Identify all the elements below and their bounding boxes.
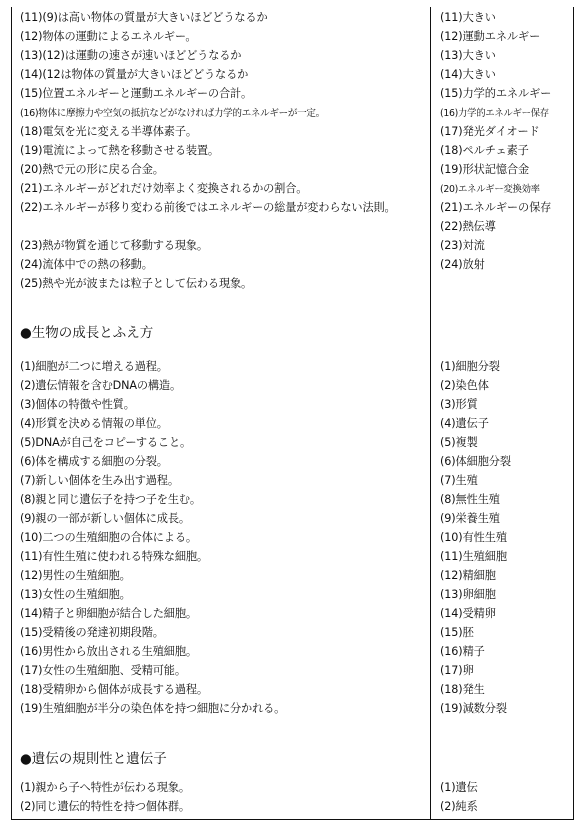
question-row: (22)エネルギーが移り変わる前後ではエネルギーの総量が変わらない法則。 [20,201,396,214]
answer-row: (19)形状記憶合金 [440,163,530,176]
answer-row: (2)染色体 [440,379,489,392]
question-row: (15)受精後の発達初期段階。 [20,626,164,639]
question-row: (20)熱で元の形に戻る合金。 [20,163,164,176]
question-row: (16)男性から放出される生殖細胞。 [20,645,197,658]
answer-row: (1)細胞分裂 [440,360,500,373]
answer-row: (8)無性生殖 [440,493,500,506]
answer-row: (10)有性生殖 [440,531,507,544]
question-row: (3)個体の特徴や性質。 [20,398,135,411]
question-row: (1)細胞が二つに増える過程。 [20,360,168,373]
question-row: (25)熱や光が波または粒子として伝わる現象。 [20,277,253,290]
answer-row: (12)精細胞 [440,569,496,582]
question-row: (14)(12は物体の質量が大きいほどどうなるか [20,68,249,81]
answer-row: (18)発生 [440,683,485,696]
question-row: (21)エネルギーがどれだけ効率よく変換されるかの割合。 [20,182,308,195]
question-row: (24)流体中での熱の移動。 [20,258,153,271]
question-row: (9)親の一部が新しい個体に成長。 [20,512,190,525]
answer-row: (7)生殖 [440,474,478,487]
answer-row: (17)卵 [440,664,474,677]
question-row: (13)(12)は運動の速さが速いほどどうなるか [20,49,242,62]
answer-row: (14)受精卵 [440,607,496,620]
answer-row: (4)遺伝子 [440,417,489,430]
answer-row: (2)純系 [440,800,478,813]
answer-row: (1)遺伝 [440,781,478,794]
question-row: (11)有性生殖に使われる特殊な細胞。 [20,550,208,563]
question-row: (19)電流によって熱を移動させる装置。 [20,144,219,157]
answer-row: (15)胚 [440,626,474,639]
answer-row: (5)複製 [440,436,478,449]
answer-row: (16)力学的エネルギー保存 [440,108,549,119]
answer-row: (14)大きい [440,68,496,81]
answer-row: (21)エネルギーの保存 [440,201,552,214]
answer-row: (23)対流 [440,239,485,252]
question-row: (12)男性の生殖細胞。 [20,569,131,582]
question-row: (18)電気を光に変える半導体素子。 [20,125,197,138]
question-row: (15)位置エネルギーと運動エネルギーの合計。 [20,87,253,100]
answer-row: (13)卵細胞 [440,588,496,601]
answer-row: (24)放射 [440,258,485,271]
section-heading: ●生物の成長とふえ方 [20,325,154,341]
question-row: (10)二つの生殖細胞の合体による。 [20,531,197,544]
answer-row: (18)ペルチェ素子 [440,144,529,157]
answer-row: (17)発光ダイオード [440,125,540,138]
question-row: (4)形質を決める情報の単位。 [20,417,168,430]
answer-row: (16)精子 [440,645,485,658]
question-row: (11)(9)は高い物体の質量が大きいほどどうなるか [20,11,268,24]
question-row: (13)女性の生殖細胞。 [20,588,131,601]
question-row: (1)親から子へ特性が伝わる現象。 [20,781,190,794]
answer-row: (3)形質 [440,398,478,411]
answer-row: (6)体細胞分裂 [440,455,511,468]
question-row: (16)物体に摩擦力や空気の抵抗などがなければ力学的エネルギーが一定。 [20,108,325,119]
question-row: (19)生殖細胞が半分の染色体を持つ細胞に分かれる。 [20,702,286,715]
answer-row: (11)大きい [440,11,496,24]
answer-row: (9)栄養生殖 [440,512,500,525]
answer-row: (13)大きい [440,49,496,62]
answer-row: (15)力学的エネルギー [440,87,552,100]
question-row: (7)新しい個体を生み出す過程。 [20,474,179,487]
answer-row: (22)熱伝導 [440,220,496,233]
answer-row: (11)生殖細胞 [440,550,507,563]
question-row: (18)受精卵から個体が成長する過程。 [20,683,208,696]
question-row: (23)熱が物質を通じて移動する現象。 [20,239,208,252]
column-divider [430,7,431,819]
question-row: (2)遺伝情報を含むDNAの構造。 [20,379,181,392]
question-row: (2)同じ遺伝的特性を持つ個体群。 [20,800,190,813]
question-row: (12)物体の運動によるエネルギー。 [20,30,197,43]
answer-row: (12)運動エネルギー [440,30,541,43]
question-row: (14)精子と卵細胞が結合した細胞。 [20,607,197,620]
question-row: (6)体を構成する細胞の分裂。 [20,455,168,468]
answer-row: (20)エネルギー変換効率 [440,184,540,195]
answer-row: (19)減数分裂 [440,702,507,715]
section-heading: ●遺伝の規則性と遺伝子 [20,751,167,767]
worksheet-table [11,7,574,820]
question-row: (8)親と同じ遺伝子を持つ子を生む。 [20,493,201,506]
question-row: (5)DNAが自己をコピーすること。 [20,436,192,449]
question-row: (17)女性の生殖細胞、受精可能。 [20,664,186,677]
